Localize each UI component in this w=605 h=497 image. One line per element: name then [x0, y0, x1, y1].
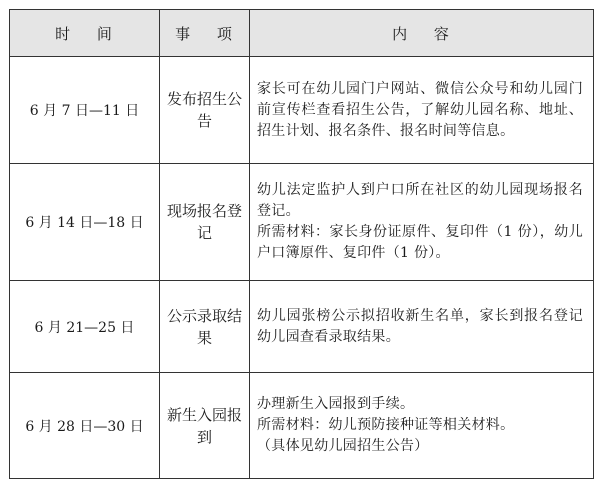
content-paragraph: 所需材料：家长身份证原件、复印件（1 份），幼儿户口簿原件、复印件（1 份）。 [257, 224, 583, 261]
table-row [10, 373, 594, 479]
time-cell: 6 月 28 日—30 日 [10, 373, 160, 479]
table-row [10, 57, 594, 164]
table-row [10, 281, 594, 373]
item-cell: 发布招生公告 [160, 57, 250, 164]
content-paragraph: 办理新生入园报到手续。 [257, 396, 415, 412]
content-cell [250, 281, 594, 373]
table-row [10, 164, 594, 281]
content-paragraph: 幼儿法定监护人到户口所在社区的幼儿园现场报名登记。 [257, 182, 583, 219]
content-paragraph: 幼儿园张榜公示拟招收新生名单，家长到报名登记幼儿园查看录取结果。 [257, 307, 583, 345]
content-paragraph: 家长可在幼儿园门户网站、微信公众号和幼儿园门前宣传栏查看招生公告，了解幼儿园名称、地址、招生计划、报名条件、报名时间等信息。 [257, 80, 583, 139]
time-cell: 6 月 14 日—18 日 [10, 164, 160, 281]
item-cell: 新生入园报到 [160, 373, 250, 479]
time-cell: 6 月 7 日—11 日 [10, 57, 160, 164]
enrollment-schedule-table [9, 9, 594, 479]
item-cell: 现场报名登记 [160, 164, 250, 281]
content-cell [250, 164, 594, 281]
header-item: 事 项 [160, 10, 250, 57]
content-cell [250, 57, 594, 164]
header-time: 时 间 [10, 10, 160, 57]
item-cell: 公示录取结果 [160, 281, 250, 373]
header-content: 内 容 [250, 10, 594, 57]
content-paragraph: （具体见幼儿园招生公告） [257, 438, 429, 454]
time-cell: 6 月 21—25 日 [10, 281, 160, 373]
content-cell [250, 373, 594, 479]
table-header-row [10, 10, 594, 57]
content-paragraph: 所需材料：幼儿预防接种证等相关材料。 [257, 417, 515, 433]
